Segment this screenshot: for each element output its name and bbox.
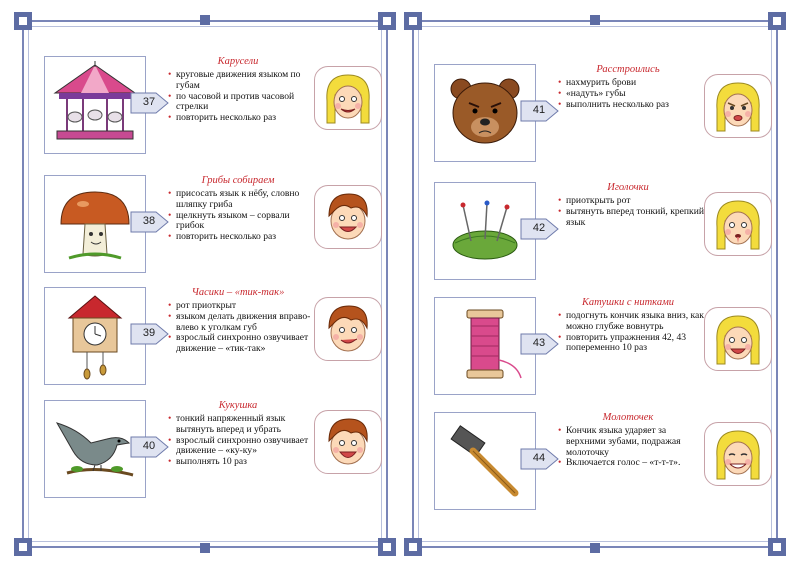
exercise-37 — [44, 56, 366, 152]
girl-face — [711, 79, 765, 133]
boy-face — [321, 415, 375, 469]
exercise-43 — [434, 297, 756, 393]
face-box — [314, 410, 382, 474]
exercise-44 — [434, 412, 756, 508]
girl-face — [711, 312, 765, 366]
exercise-number: 42 — [532, 222, 546, 234]
exercise-title: Карусели — [217, 56, 259, 67]
exercise-step: • взрослый синхронно озвучивает движение – «тик-так» — [168, 333, 318, 355]
exercise-42 — [434, 182, 756, 278]
exercise-number-arrow — [520, 214, 560, 244]
exercise-step: • вытянуть вперед тонкий, крепкий язык — [558, 207, 708, 229]
face-box — [314, 66, 382, 130]
frame-ornament — [590, 543, 600, 553]
face-box — [704, 192, 772, 256]
exercise-title: Часики – «тик-так» — [191, 287, 285, 298]
exercise-number-arrow — [130, 88, 170, 118]
exercise-step: • Кончик языка ударяет за верхними зубами, подражая молоточку — [558, 426, 708, 458]
frame-corner — [14, 538, 32, 556]
exercise-number-arrow — [520, 96, 560, 126]
exercise-step: • повторить несколько раз — [168, 232, 318, 243]
exercise-title: Грибы собираем — [201, 175, 275, 186]
boy-face — [321, 190, 375, 244]
carousel-icon — [47, 59, 143, 151]
face-box — [704, 422, 772, 486]
exercise-number-arrow — [130, 319, 170, 349]
face-box — [314, 185, 382, 249]
exercise-step: • приоткрыть рот — [558, 196, 708, 207]
exercise-number: 37 — [142, 96, 156, 108]
exercise-step: • «надуть» губы — [558, 89, 708, 100]
frame-corner — [378, 538, 396, 556]
exercise-title: Расстроились — [596, 64, 660, 75]
exercise-step: • повторить несколько раз — [168, 113, 318, 124]
exercise-step: • взрослый синхронно озвучивает движение – «ку-ку» — [168, 436, 318, 458]
exercise-steps — [558, 78, 708, 110]
spool-icon — [437, 300, 533, 392]
mushroom-icon — [47, 178, 143, 270]
face-box — [704, 307, 772, 371]
exercise-steps — [558, 311, 708, 354]
bear-icon — [437, 67, 533, 159]
cuckoo-clock-icon — [47, 290, 143, 382]
exercise-steps — [168, 189, 318, 243]
exercise-steps — [558, 196, 708, 228]
frame-corner — [768, 538, 786, 556]
exercise-step: • подогнуть кончик языка вниз, как можно глубже вовнутрь — [558, 311, 708, 333]
exercise-steps — [168, 301, 318, 355]
right-page — [412, 20, 778, 548]
exercise-step: • круговые движения языком по губам — [168, 70, 318, 92]
frame-ornament — [200, 543, 210, 553]
exercise-39 — [44, 287, 366, 383]
exercise-number: 39 — [142, 327, 156, 339]
exercise-step: • присосать язык к нёбу, словно шляпку гриба — [168, 189, 318, 211]
exercise-step: • по часовой и против часовой стрелки — [168, 92, 318, 114]
exercise-steps — [168, 414, 318, 468]
face-box — [314, 297, 382, 361]
exercise-number-arrow — [520, 329, 560, 359]
exercise-title: Катушки с нитками — [581, 297, 675, 308]
exercise-40 — [44, 400, 366, 496]
exercise-step: • повторить упражнения 42, 43 попеременно 10 раз — [558, 333, 708, 355]
frame-corner — [404, 12, 422, 30]
exercise-title: Кукушка — [218, 400, 258, 411]
exercise-steps — [168, 70, 318, 124]
exercise-step: • нахмурить брови — [558, 78, 708, 89]
exercise-number-arrow — [130, 207, 170, 237]
exercise-number-arrow — [520, 444, 560, 474]
exercise-step: • тонкий напряженный язык вытянуть вперед и убрать — [168, 414, 318, 436]
face-box — [704, 74, 772, 138]
exercise-number: 41 — [532, 104, 546, 116]
boy-face — [321, 302, 375, 356]
left-page — [22, 20, 388, 548]
hammer-icon — [437, 415, 533, 507]
exercise-step: • рот приоткрыт — [168, 301, 318, 312]
exercise-step: • выполнять 10 раз — [168, 457, 318, 468]
exercise-step: • Включается голос – «т-т-т». — [558, 458, 708, 469]
girl-face — [711, 197, 765, 251]
girl-face — [321, 71, 375, 125]
exercise-step: • языком делать движения вправо-влево к уголкам губ — [168, 312, 318, 334]
exercise-38 — [44, 175, 366, 271]
bird-icon — [47, 403, 143, 495]
exercise-number: 40 — [142, 440, 156, 452]
frame-ornament — [200, 15, 210, 25]
exercise-number-arrow — [130, 432, 170, 462]
exercise-steps — [558, 426, 708, 469]
exercise-number: 44 — [532, 452, 546, 464]
frame-corner — [14, 12, 32, 30]
exercise-number: 38 — [142, 215, 156, 227]
frame-corner — [404, 538, 422, 556]
exercise-title: Молоточек — [602, 412, 654, 423]
frame-ornament — [590, 15, 600, 25]
girl-face — [711, 427, 765, 481]
exercise-title: Иголочки — [607, 182, 649, 193]
exercise-41 — [434, 64, 756, 160]
exercise-step: • щелкнуть языком – сорвали грибок — [168, 211, 318, 233]
exercise-step: • выполнить несколько раз — [558, 100, 708, 111]
frame-corner — [768, 12, 786, 30]
exercise-number: 43 — [532, 337, 546, 349]
frame-corner — [378, 12, 396, 30]
pincushion-icon — [437, 185, 533, 277]
